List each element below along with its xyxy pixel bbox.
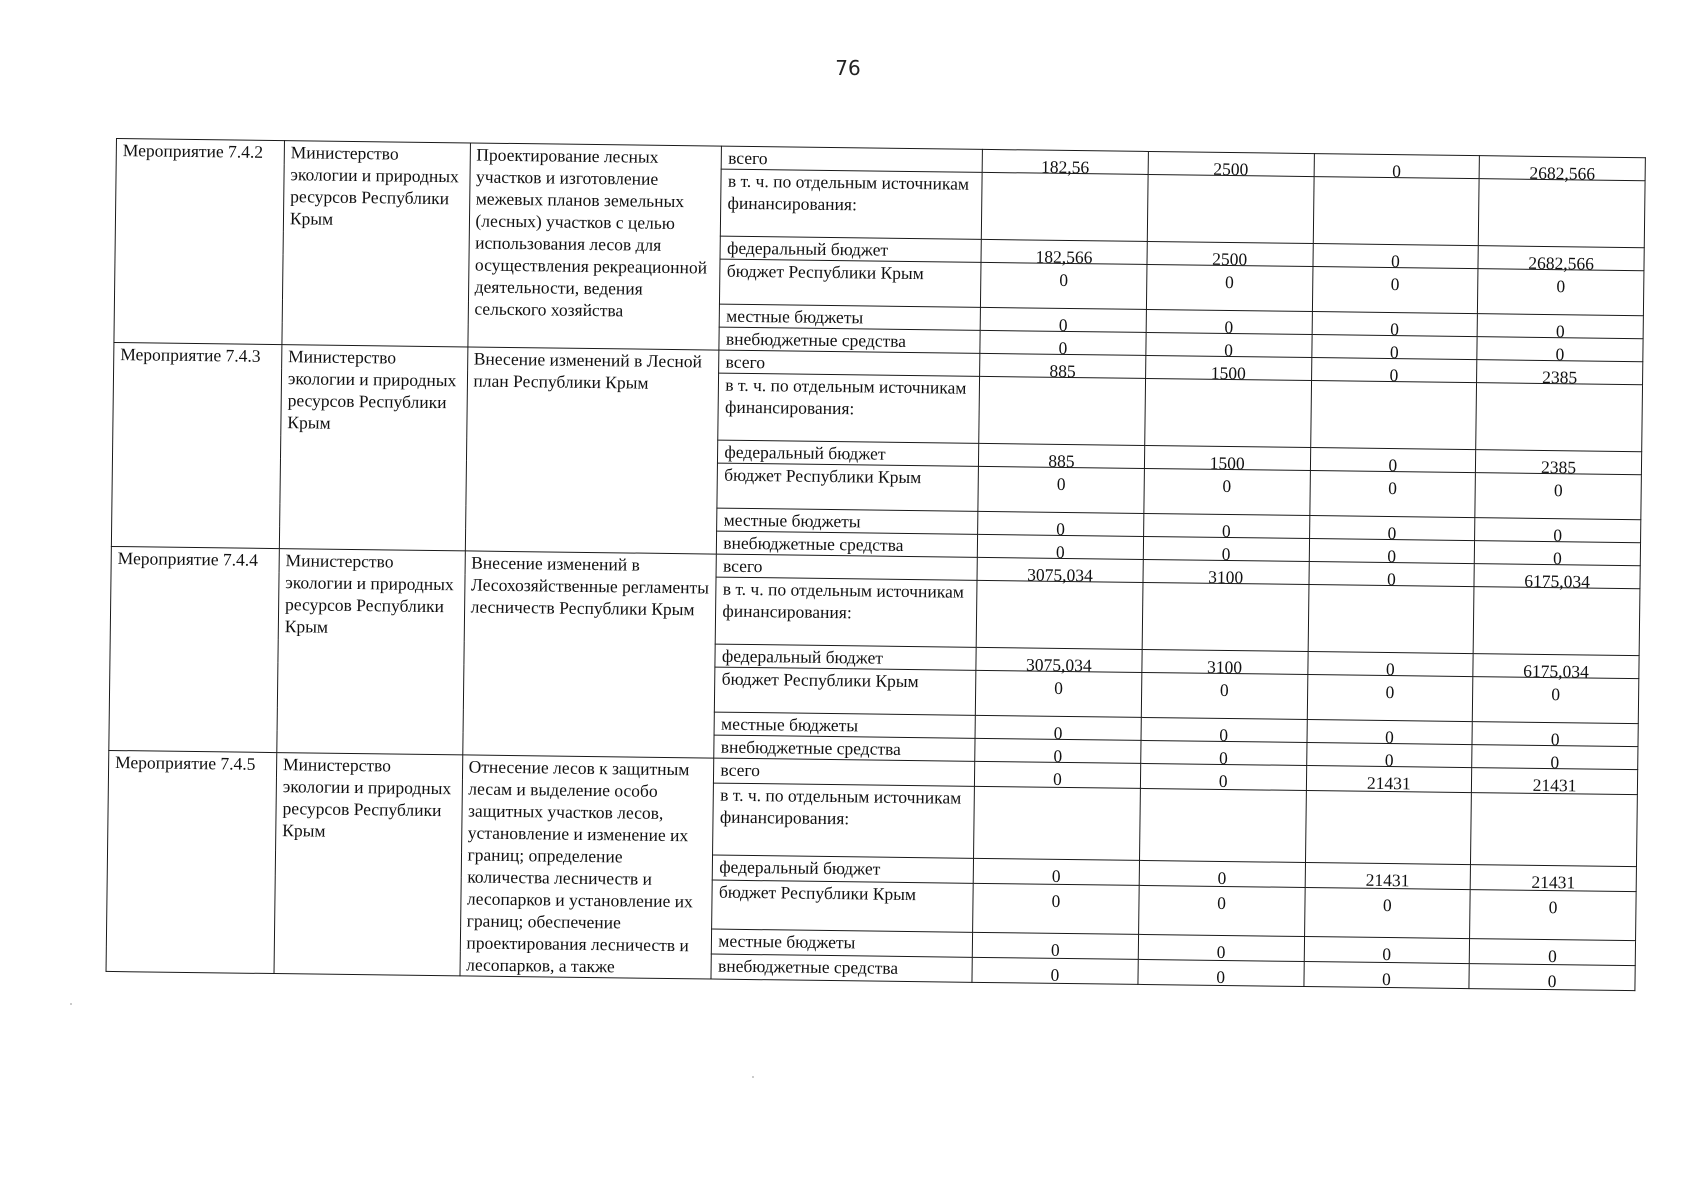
amount-value: 0 [1224,339,1234,361]
amount-cell [1305,790,1472,865]
amount-cell [1475,518,1641,546]
amount-cell [1473,654,1639,682]
amount-value: 2385 [1540,456,1577,478]
amount-value: 0 [1052,768,1062,789]
amount-value: 0 [1218,770,1228,792]
amount-cell [1145,378,1312,447]
amount-value: 0 [1387,523,1397,544]
amount-value: 21431 [1366,772,1411,794]
amount-cell [1143,513,1309,542]
description-cell: Внесение изменений в Лесной план Республики Крым [465,347,719,554]
amount-value: 1500 [1210,362,1246,384]
scan-speck [70,1003,72,1005]
amount-value: 0 [1390,319,1400,340]
amount-value: 2500 [1213,158,1249,180]
amount-value: 0 [1058,337,1068,358]
amount-cell [1307,720,1473,748]
event-cell: Мероприятие 7.4.5 [106,750,277,973]
amount-value: 0 [1392,161,1402,182]
budget-table [106,138,1646,991]
amount-cell [1138,959,1304,986]
event-cell: Мероприятие 7.4.3 [111,342,281,548]
amount-value: 21431 [1365,870,1410,891]
amount-value: 0 [1385,681,1395,703]
amount-value: 0 [1555,344,1565,365]
amount-value: 0 [1382,895,1392,916]
amount-cell [1479,156,1645,184]
funding-source-cell: местные бюджеты [720,304,981,330]
amount-value: 0 [1382,944,1392,965]
amount-cell [1314,154,1480,182]
funding-source-cell: бюджет Республики Крым [720,259,981,307]
amount-cell [1138,886,1304,937]
amount-value: 0 [1221,520,1231,542]
scan-speck [752,1076,754,1078]
funding-source-cell: внебюджетные средства [711,954,972,982]
amount-value: 0 [1053,722,1063,743]
amount-value: 0 [1219,724,1229,746]
amount-cell [1310,448,1476,476]
amount-value: 0 [1381,969,1391,990]
amount-cell [1475,473,1641,520]
amount-cell [1307,675,1473,722]
amount-cell [972,932,1138,959]
amount-cell [1313,177,1480,246]
amount-value: 0 [1058,314,1068,335]
amount-value: 0 [1553,525,1563,546]
amount-value: 0 [1056,473,1066,494]
amount-cell [1147,241,1313,270]
amount-cell [1469,939,1635,966]
amount-cell [1303,962,1469,989]
amount-cell [1469,964,1635,991]
amount-cell [1472,677,1638,724]
amount-cell [1304,937,1470,964]
amount-value: 0 [1222,475,1232,497]
amount-cell [1141,717,1307,746]
amount-value: 0 [1551,684,1561,705]
funding-source-cell: местные бюджеты [712,929,973,957]
amount-cell [973,859,1139,886]
amount-value: 0 [1550,729,1560,750]
amount-value: 0 [1051,866,1061,887]
amount-cell [1308,585,1475,654]
funding-source-cell: местные бюджеты [714,712,975,738]
amount-value: 0 [1224,316,1234,338]
amount-cell [1146,309,1312,338]
amount-value: 0 [1390,274,1400,295]
amount-cell [1309,471,1475,518]
executor-cell: Министерство экологии и природных ресурсов Республики Крым [279,345,467,551]
amount-cell [979,443,1145,472]
amount-value: 0 [1051,891,1061,912]
amount-cell [978,466,1144,513]
amount-value: 0 [1548,897,1558,918]
amount-value: 2682,566 [1528,252,1595,274]
funding-source-cell: в т. ч. по отдельным источникам финансирования: [721,169,983,239]
funding-source-cell: в т. ч. по отдельным источникам финансирования: [718,373,980,443]
amount-value: 0 [1555,321,1565,342]
amount-value: 885 [1049,360,1076,382]
amount-value: 0 [1216,966,1226,988]
executor-cell: Министерство экологии и природных ресурсов Республики Крым [277,549,465,755]
amount-cell [1470,865,1636,892]
amount-cell [1141,672,1307,719]
amount-cell [1476,383,1643,452]
amount-value: 0 [1390,251,1400,272]
funding-source-cell: федеральный бюджет [718,440,979,466]
amount-cell [1472,722,1638,750]
amount-value: 0 [1218,747,1228,769]
amount-value: 0 [1388,455,1398,476]
amount-cell [1473,587,1640,656]
amount-cell [978,511,1144,539]
amount-cell [1312,244,1478,272]
amount-cell [1478,246,1644,274]
funding-source-cell: федеральный бюджет [713,856,974,884]
amount-cell [1142,582,1309,651]
amount-cell [981,172,1148,241]
amount-value: 182,56 [1040,156,1090,178]
funding-source-cell: бюджет Республики Крым [712,880,973,932]
amount-value: 0 [1389,342,1399,363]
amount-value: 2682,566 [1529,162,1596,184]
funding-source-cell: бюджет Республики Крым [715,667,976,715]
funding-source-cell: в т. ч. по отдельным источникам финансирования: [713,783,975,859]
amount-value: 0 [1054,677,1064,698]
amount-value: 0 [1050,939,1060,961]
funding-source-cell: всего [722,146,983,172]
amount-value: 0 [1053,745,1063,766]
amount-cell [1470,890,1636,941]
amount-cell [1144,445,1310,474]
amount-cell [1139,861,1305,888]
amount-cell [1477,314,1643,342]
amount-value: 885 [1048,450,1075,472]
amount-cell [1312,267,1478,314]
event-cell: Мероприятие 7.4.2 [114,139,284,345]
amount-cell [1139,788,1306,863]
amount-cell [1471,792,1638,867]
amount-cell [980,307,1146,335]
amount-value: 0 [1386,569,1396,590]
amount-cell [1147,174,1314,243]
amount-value: 6175,034 [1523,660,1589,682]
amount-cell [1304,888,1470,939]
amount-value: 0 [1553,480,1563,501]
amount-cell [1478,179,1645,248]
funding-source-cell: всего [719,350,980,376]
amount-value: 0 [1055,541,1065,562]
amount-value: 0 [1221,543,1231,565]
funding-source-cell: внебюджетные средства [719,327,980,353]
funding-source-cell: федеральный бюджет [720,236,981,262]
amount-value: 21431 [1532,774,1577,796]
amount-cell [982,149,1148,178]
amount-value: 0 [1056,518,1066,539]
funding-source-cell: бюджет Республики Крым [717,463,978,511]
amount-cell [976,580,1143,649]
amount-value: 0 [1389,365,1399,386]
amount-value: 0 [1547,946,1557,967]
amount-value: 6175,034 [1524,570,1591,592]
amount-cell [973,884,1139,935]
budget-table-sheet [106,138,1646,991]
amount-cell [979,376,1146,445]
amount-value: 0 [1050,964,1060,985]
funding-source-cell: федеральный бюджет [715,644,976,670]
amount-value: 21431 [1531,872,1576,893]
amount-cell [1148,151,1314,180]
amount-cell [1307,652,1473,680]
amount-cell [981,239,1147,268]
amount-value: 0 [1216,942,1226,963]
funding-source-cell: в т. ч. по отдельным источникам финансирования: [716,577,978,647]
amount-value: 0 [1219,679,1229,701]
amount-cell [1478,269,1644,316]
amount-cell [1305,863,1471,890]
amount-value: 2500 [1212,248,1248,270]
executor-cell: Министерство экологии и природных ресурсов Республики Крым [274,753,462,976]
amount-cell [972,957,1138,984]
amount-value: 0 [1384,749,1394,771]
amount-cell [1476,450,1642,478]
amount-cell [975,715,1141,743]
funding-source-cell: внебюджетные средства [714,735,975,761]
amount-value: 0 [1224,271,1234,293]
amount-value: 3075,034 [1025,654,1092,676]
amount-cell [976,647,1142,676]
amount-value: 2385 [1542,366,1578,388]
amount-value: 0 [1550,752,1560,773]
funding-source-cell: местные бюджеты [717,508,978,534]
funding-source-cell: всего [714,758,975,786]
amount-cell [1142,649,1308,678]
amount-value: 3100 [1206,656,1243,678]
amount-cell [1138,935,1304,962]
event-cell: Мероприятие 7.4.4 [109,546,279,752]
description-cell: Проектирование лесных участков и изготовление межевых планов земельных (лесных) участков с целью использования лесов для осуществления рекреационной деятельности, ведения сельского хозяйства [467,143,721,350]
amount-cell [974,786,1141,861]
amount-value: 0 [1387,546,1397,567]
amount-value: 0 [1556,276,1566,297]
amount-cell [1146,264,1312,311]
funding-source-cell: всего [716,554,977,580]
amount-cell [1309,516,1475,544]
amount-value: 0 [1384,726,1394,748]
amount-cell [1144,468,1310,515]
amount-value: 3075,034 [1027,564,1093,586]
funding-source-cell: внебюджетные средства [717,531,978,557]
amount-value: 0 [1547,971,1557,992]
amount-cell [1312,312,1478,340]
amount-cell [975,670,1141,717]
amount-value: 3100 [1208,566,1244,588]
page-number: 76 [835,56,861,80]
description-cell: Внесение изменений в Лесохозяйственные регламенты лесничеств Республики Крым [462,551,716,758]
amount-value: 0 [1217,868,1227,889]
description-cell: Отнесение лесов к защитным лесам и выделение особо защитных участков лесов, установление и изменение их границ; определение количества лесничеств и лесопарков и установление их границ; обеспечение проектирования лесничеств и лесопарков, а также [460,755,715,979]
amount-value: 0 [1552,548,1562,569]
amount-value: 0 [1388,478,1398,499]
amount-value: 1500 [1209,452,1245,474]
amount-cell [1310,381,1477,450]
table-body [106,139,1645,991]
amount-value: 0 [1385,659,1395,680]
executor-cell: Министерство экологии и природных ресурсов Республики Крым [282,141,470,347]
amount-value: 182,566 [1035,246,1093,268]
amount-cell [981,262,1147,309]
amount-value: 0 [1059,269,1069,290]
amount-value: 0 [1217,893,1227,914]
